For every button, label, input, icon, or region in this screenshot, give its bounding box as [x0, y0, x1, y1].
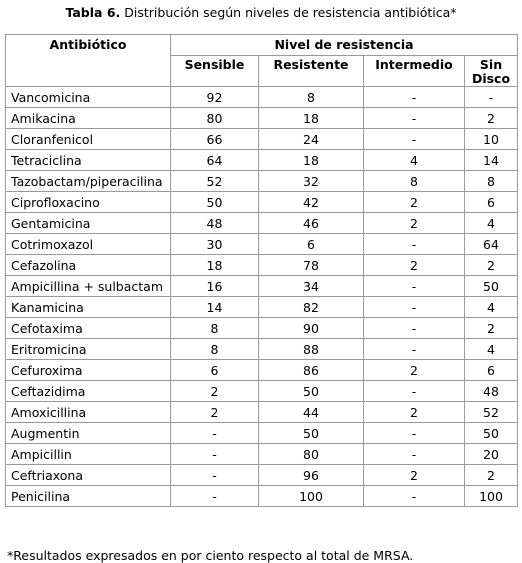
sensible-value: 52 [171, 171, 259, 192]
sensible-value: - [171, 465, 259, 486]
table-row [6, 381, 518, 402]
sin-disco-value: 4 [465, 213, 518, 234]
antibiotic-name: Ceftazidima [6, 381, 171, 402]
resistente-value: 44 [259, 402, 364, 423]
table-row [6, 213, 518, 234]
resistente-value: 100 [259, 486, 364, 507]
sin-disco-value: 8 [465, 171, 518, 192]
intermedio-value: - [364, 108, 465, 129]
intermedio-value: 4 [364, 150, 465, 171]
intermedio-value: 2 [364, 213, 465, 234]
intermedio-value: - [364, 234, 465, 255]
sensible-value: - [171, 444, 259, 465]
resistente-value: 78 [259, 255, 364, 276]
table-caption [0, 4, 522, 22]
sensible-value: 30 [171, 234, 259, 255]
sin-disco-value: 50 [465, 276, 518, 297]
intermedio-value: 2 [364, 402, 465, 423]
resistente-value: 18 [259, 150, 364, 171]
resistente-value: 8 [259, 87, 364, 108]
table-row [6, 255, 518, 276]
sensible-value: 64 [171, 150, 259, 171]
antibiotic-name: Tazobactam/piperacilina [6, 171, 171, 192]
sin-disco-value: 50 [465, 423, 518, 444]
resistente-value: 42 [259, 192, 364, 213]
antibiotic-name: Cotrimoxazol [6, 234, 171, 255]
sin-disco-value: 2 [465, 108, 518, 129]
resistente-value: 24 [259, 129, 364, 150]
sin-disco-value: 10 [465, 129, 518, 150]
resistente-value: 88 [259, 339, 364, 360]
header-antibiotic: Antibiótico [6, 35, 171, 87]
sin-disco-value: 52 [465, 402, 518, 423]
header-intermedio: Intermedio [364, 56, 465, 87]
intermedio-value: - [364, 423, 465, 444]
resistente-value: 90 [259, 318, 364, 339]
table-row [6, 444, 518, 465]
sin-disco-value: 4 [465, 339, 518, 360]
table-row [6, 150, 518, 171]
sensible-value: 14 [171, 297, 259, 318]
sensible-value: 48 [171, 213, 259, 234]
resistente-value: 50 [259, 423, 364, 444]
intermedio-value: - [364, 297, 465, 318]
resistente-value: 96 [259, 465, 364, 486]
table-row [6, 276, 518, 297]
header-resistance-level: Nivel de resistencia [171, 35, 518, 56]
intermedio-value: 2 [364, 255, 465, 276]
header-sensible: Sensible [171, 56, 259, 87]
table-row [6, 486, 518, 507]
sin-disco-value: 4 [465, 297, 518, 318]
sensible-value: - [171, 423, 259, 444]
intermedio-value: - [364, 318, 465, 339]
sin-disco-value: 100 [465, 486, 518, 507]
table-row [6, 423, 518, 444]
antibiotic-name: Cefazolina [6, 255, 171, 276]
intermedio-value: 2 [364, 465, 465, 486]
resistente-value: 46 [259, 213, 364, 234]
antibiotic-name: Penicilina [6, 486, 171, 507]
resistente-value: 82 [259, 297, 364, 318]
caption-text: Distribución según niveles de resistencia antibiótica* [120, 5, 457, 20]
table-row [6, 129, 518, 150]
caption-label: Tabla 6. [65, 5, 121, 20]
antibiotic-name: Amikacina [6, 108, 171, 129]
intermedio-value: 8 [364, 171, 465, 192]
antibiotic-name: Ciprofloxacino [6, 192, 171, 213]
antibiotic-name: Cefuroxima [6, 360, 171, 381]
footnote: *Resultados expresados en por ciento respecto al total de MRSA. [7, 548, 414, 563]
antibiotic-name: Ceftriaxona [6, 465, 171, 486]
sensible-value: 16 [171, 276, 259, 297]
antibiotic-name: Amoxicillina [6, 402, 171, 423]
sin-disco-value: 6 [465, 360, 518, 381]
antibiotic-name: Augmentin [6, 423, 171, 444]
intermedio-value: - [364, 87, 465, 108]
sensible-value: 2 [171, 381, 259, 402]
header-sin-disco: Sin Disco [465, 56, 518, 87]
sensible-value: 80 [171, 108, 259, 129]
sin-disco-value: 20 [465, 444, 518, 465]
table-row [6, 234, 518, 255]
sin-disco-value: 6 [465, 192, 518, 213]
resistente-value: 6 [259, 234, 364, 255]
table-row [6, 87, 518, 108]
table-row [6, 297, 518, 318]
sensible-value: 18 [171, 255, 259, 276]
antibiotic-name: Kanamicina [6, 297, 171, 318]
resistente-value: 18 [259, 108, 364, 129]
table-row [6, 318, 518, 339]
antibiotic-name: Ampicillina + sulbactam [6, 276, 171, 297]
sensible-value: 8 [171, 318, 259, 339]
table-row [6, 360, 518, 381]
antibiotic-name: Tetraciclina [6, 150, 171, 171]
table-row [6, 465, 518, 486]
sin-disco-value: 64 [465, 234, 518, 255]
sensible-value: 66 [171, 129, 259, 150]
antibiotic-name: Cloranfenicol [6, 129, 171, 150]
resistente-value: 50 [259, 381, 364, 402]
intermedio-value: - [364, 486, 465, 507]
sin-disco-value: 2 [465, 465, 518, 486]
intermedio-value: - [364, 276, 465, 297]
antibiotic-name: Vancomicina [6, 87, 171, 108]
sin-disco-value: 2 [465, 318, 518, 339]
sin-disco-value: 2 [465, 255, 518, 276]
antibiotic-name: Eritromicina [6, 339, 171, 360]
sin-disco-value: 48 [465, 381, 518, 402]
table-row [6, 339, 518, 360]
sin-disco-value: - [465, 87, 518, 108]
resistente-value: 80 [259, 444, 364, 465]
table-row [6, 192, 518, 213]
antibiotic-name: Ampicillin [6, 444, 171, 465]
sensible-value: 92 [171, 87, 259, 108]
table-row [6, 171, 518, 192]
antibiotic-name: Gentamicina [6, 213, 171, 234]
resistente-value: 34 [259, 276, 364, 297]
intermedio-value: - [364, 339, 465, 360]
sensible-value: 50 [171, 192, 259, 213]
intermedio-value: - [364, 444, 465, 465]
intermedio-value: 2 [364, 192, 465, 213]
sensible-value: 8 [171, 339, 259, 360]
table-row [6, 108, 518, 129]
resistente-value: 86 [259, 360, 364, 381]
table-body [6, 87, 518, 507]
intermedio-value: - [364, 129, 465, 150]
antibiotic-name: Cefotaxima [6, 318, 171, 339]
header-resistente: Resistente [259, 56, 364, 87]
sin-disco-value: 14 [465, 150, 518, 171]
resistente-value: 32 [259, 171, 364, 192]
sensible-value: 6 [171, 360, 259, 381]
sensible-value: - [171, 486, 259, 507]
table-row [6, 402, 518, 423]
resistance-table [5, 34, 518, 507]
intermedio-value: 2 [364, 360, 465, 381]
sensible-value: 2 [171, 402, 259, 423]
intermedio-value: - [364, 381, 465, 402]
